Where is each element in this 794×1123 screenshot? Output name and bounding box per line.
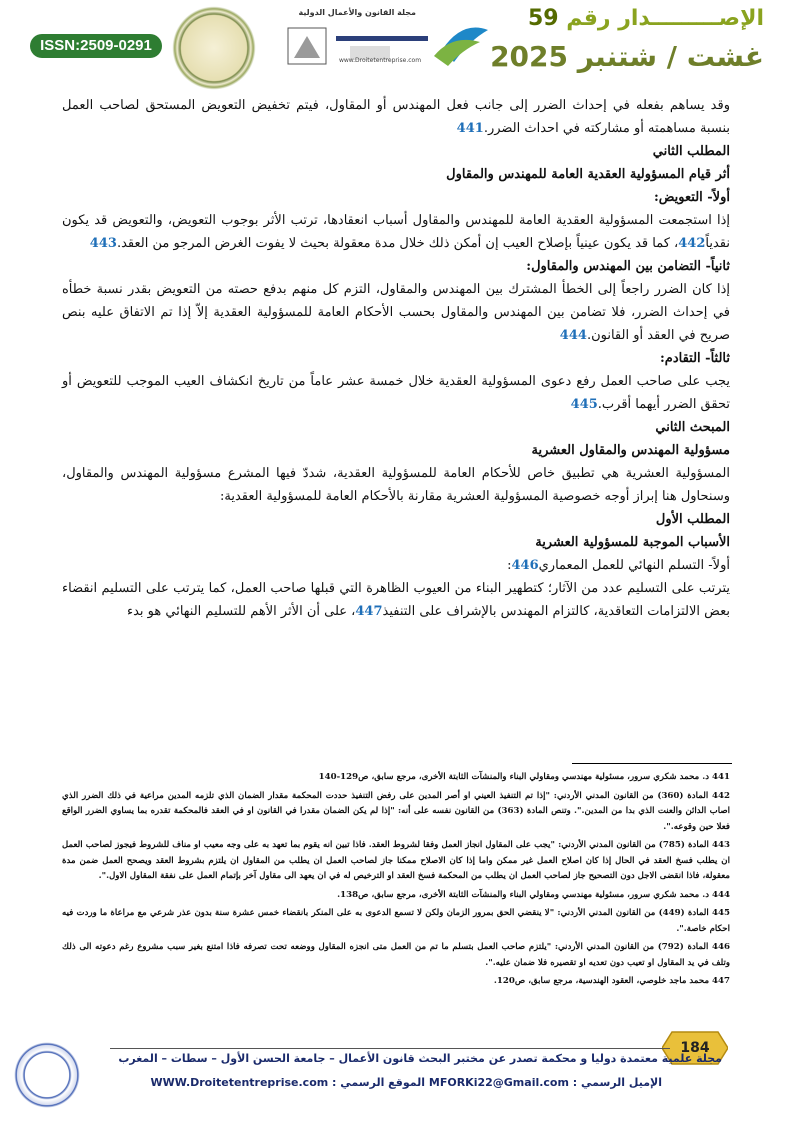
paragraph-text: إذا استجمعت المسؤولية العقدية العامة للمهندس والمقاول أسباب انعقادها، ترتب الأثر بوجوب التعويض، والتعويض قد يكون نقدياً (62, 213, 730, 251)
footnotes (62, 770, 730, 993)
footnote: 441 د. محمد شكري سرور، مسئولية مهندسي ومقاولي البناء والمنشآت الثابتة الأخرى، مرجع سابق، ص129-140 (318, 772, 730, 782)
paragraph-text: ، على أن الأثر الأهم للتسليم النهائي هو بدء (127, 604, 356, 619)
footnote-separator (572, 763, 732, 764)
issue-number: 59 (527, 6, 559, 31)
issue-label-text: الإصـــــــــدار رقم (566, 6, 764, 31)
footnote-ref: 441 (456, 121, 484, 136)
footnote: 447 محمد ماجد خلوصي، العقود الهندسية، مرجع سابق، ص120. (493, 976, 730, 986)
footnote-ref: 445 (570, 397, 598, 412)
section-heading: أثر قيام المسؤولية العقدية العامة للمهندس والمقاول (446, 167, 730, 182)
paragraph (62, 278, 730, 347)
main-text (62, 94, 730, 623)
subsection-heading: ثانياً- التضامن بين المهندس والمقاول: (526, 259, 730, 274)
footer-journal-description: مجلة علمية معتمدة دوليا و محكمة تصدر عن مختبر البحث قانون الأعمال – جامعة الحسن الأول – سطات – المغرب (118, 1052, 722, 1065)
footer-seal-logo (12, 1040, 82, 1110)
journal-name: مجلة القانون والأعمال الدولية (298, 8, 416, 17)
issn-badge: ISSN:2509-0291 (30, 34, 162, 58)
footnote: 442 المادة (360) من القانون المدني الأردني: "إذا تم التنفيذ العيني او أصر المدين على رفض التنفيذ حددت المحكمة مقدار الضمان الذي تلزمه المدين مراعية في ذلك الضرر الذي اصاب الدائن والعنت الذي بدا من المدين.". وتنص المادة (363) من القانون نفسه على أنه: "إذا لم يكن الضمان مقدرا في القانون او في العقد فالمحكمة تقدره بما يساوي الضرر الواقع فعلا حين وقوعه.". (62, 790, 731, 832)
paragraph-text: ، كما قد يكون عينياً بإصلاح العيب إن أمكن ذلك خلال مدة معقولة بحيث لا يفوت الغرض المرجو من العقد. (116, 236, 679, 251)
section-heading: الأسباب الموجبة للمسؤولية العشرية (535, 535, 730, 550)
footnote-ref: 447 (355, 604, 383, 619)
paragraph-text: يترتب على التسليم عدد من الآثار؛ كتطهير البناء من العيوب الظاهرة التي قبلها صاحب العمل، كما يترتب على التسليم انقضاء بعض الالتزامات التعاقدية، كالتزام المهندس بالإشراف على التنفيذ (62, 581, 730, 619)
section-heading: المطلب الثاني (652, 144, 730, 159)
issue-date: غشت / شتنبر 2025 (490, 40, 764, 73)
section-heading: مسؤولية المهندس والمقاول العشرية (531, 443, 730, 458)
paragraph (62, 209, 730, 255)
section-heading: المطلب الأول (655, 512, 730, 527)
footnote-ref: 446 (511, 558, 539, 573)
paragraph (62, 370, 730, 416)
paragraph-text: إذا كان الضرر راجعاً إلى الخطأ المشترك بين المهندس والمقاول، التزم كل منهم بدفع حصته من التعويض بقدر نسبة خطأه في إحداث الضرر، فلا تضامن بين المهندس والمقاول بحسب الأحكام العامة للمسؤولية العقدية إلاّ إذا تم الاتفاق عليه بنص صريح في العقد أو القانون. (62, 282, 730, 343)
subsection-heading: أولاً- التعويض: (653, 190, 730, 205)
footer-divider (110, 1048, 670, 1049)
footnote: 443 المادة (785) من القانون المدني الأردني: "يجب على المقاول انجاز العمل وفقا لشروط العقد. فاذا تبين انه يقوم بما تعهد به على وجه معيب او مناف للشروط فيجوز لصاحب العمل ان يطلب فسخ العقد في الحال إذا كان اصلاح العمل غير ممكن واما إذا كان الاصلاح ممكنا جاز لصاحب العمل ان يطلب من المقاول ان يلتزم بشروط العقد ويصحح العمل ضمن مدة معقولة، فاذا انقضى الاجل دون التصحيح جاز لصاحب العمل ان يطلب من المحكمة فسخ العقد او الترخيص له في ان يعهد الى مقاول آخر بإتمام العمل على نفقة المقاول الاول.". (62, 840, 730, 881)
subsection-heading-text: أولاً- التسلم النهائي للعمل المعماري (538, 558, 730, 573)
paragraph-text: وقد يساهم بفعله في إحداث الضرر إلى جانب فعل المهندس أو المقاول، فيتم تخفيض التعويض المستحق لصاحب العمل بنسبة مساهمته أو مشاركته في احداث الضرر. (62, 98, 730, 136)
issue-label (528, 6, 764, 31)
section-heading: المبحث الثاني (655, 420, 730, 435)
paragraph (62, 577, 730, 623)
subsection-heading: أولاً- التسلم النهائي للعمل المعماري446: (507, 558, 730, 573)
footnote-ref: 443 (89, 236, 117, 251)
page-number: 184 (680, 1040, 710, 1056)
journal-website-small: www.Droitetentreprise.com (338, 57, 422, 64)
subsection-heading: ثالثاً- التقادم: (659, 351, 730, 366)
footnote-ref: 444 (559, 328, 587, 343)
paragraph (62, 94, 730, 140)
footnote: 446 المادة (792) من القانون المدني الأردني: "يلتزم صاحب العمل بتسلم ما تم من العمل متى انجزه المقاول ووضعه تحت تصرفه فاذا امتنع بغير سبب مشروع رغم دعوته الى ذلك وتلف في يد المقاول او تعيب دون تعديه او تقصيره فلا ضمان عليه.". (62, 942, 730, 968)
journal-seal-logo (172, 6, 256, 90)
paragraph-text: يجب على صاحب العمل رفع دعوى المسؤولية العقدية خلال خمسة عشر عاماً من تاريخ انكشاف العيب الموجب للتعويض أو تحقق الضرر أيهما أقرب. (62, 374, 730, 412)
paragraph: المسؤولية العشرية هي تطبيق خاص للأحكام العامة للمسؤولية العقدية، شددّ فيها المشرع مسؤولية المهندس والمقاول، وسنحاول هنا إبراز أوجه خصوصية المسؤولية العشرية مقارنة بالأحكام العامة للمسؤولية العقدية: (62, 466, 730, 504)
footnote: 444 د. محمد شكري سرور، مسئولية مهندسي ومقاولي البناء والمنشآت الثابتة الأخرى، مرجع سابق، ص138. (337, 889, 730, 900)
footnote: 445 المادة (449) من القانون المدني الأردني: "لا ينقضي الحق بمرور الزمان ولكن لا تسمع الدعوى به على المنكر بانقضاء خمس عشرة سنة بدون عذر شرعي مع مراعاة ما وردت فيه احكام خاصة.". (62, 908, 730, 934)
footer-contact: الإميل الرسمي : MFORKi22@Gmail.com الموقع الرسمي : WWW.Droitetentreprise.com (150, 1076, 662, 1089)
footnote-ref: 442 (678, 236, 706, 251)
